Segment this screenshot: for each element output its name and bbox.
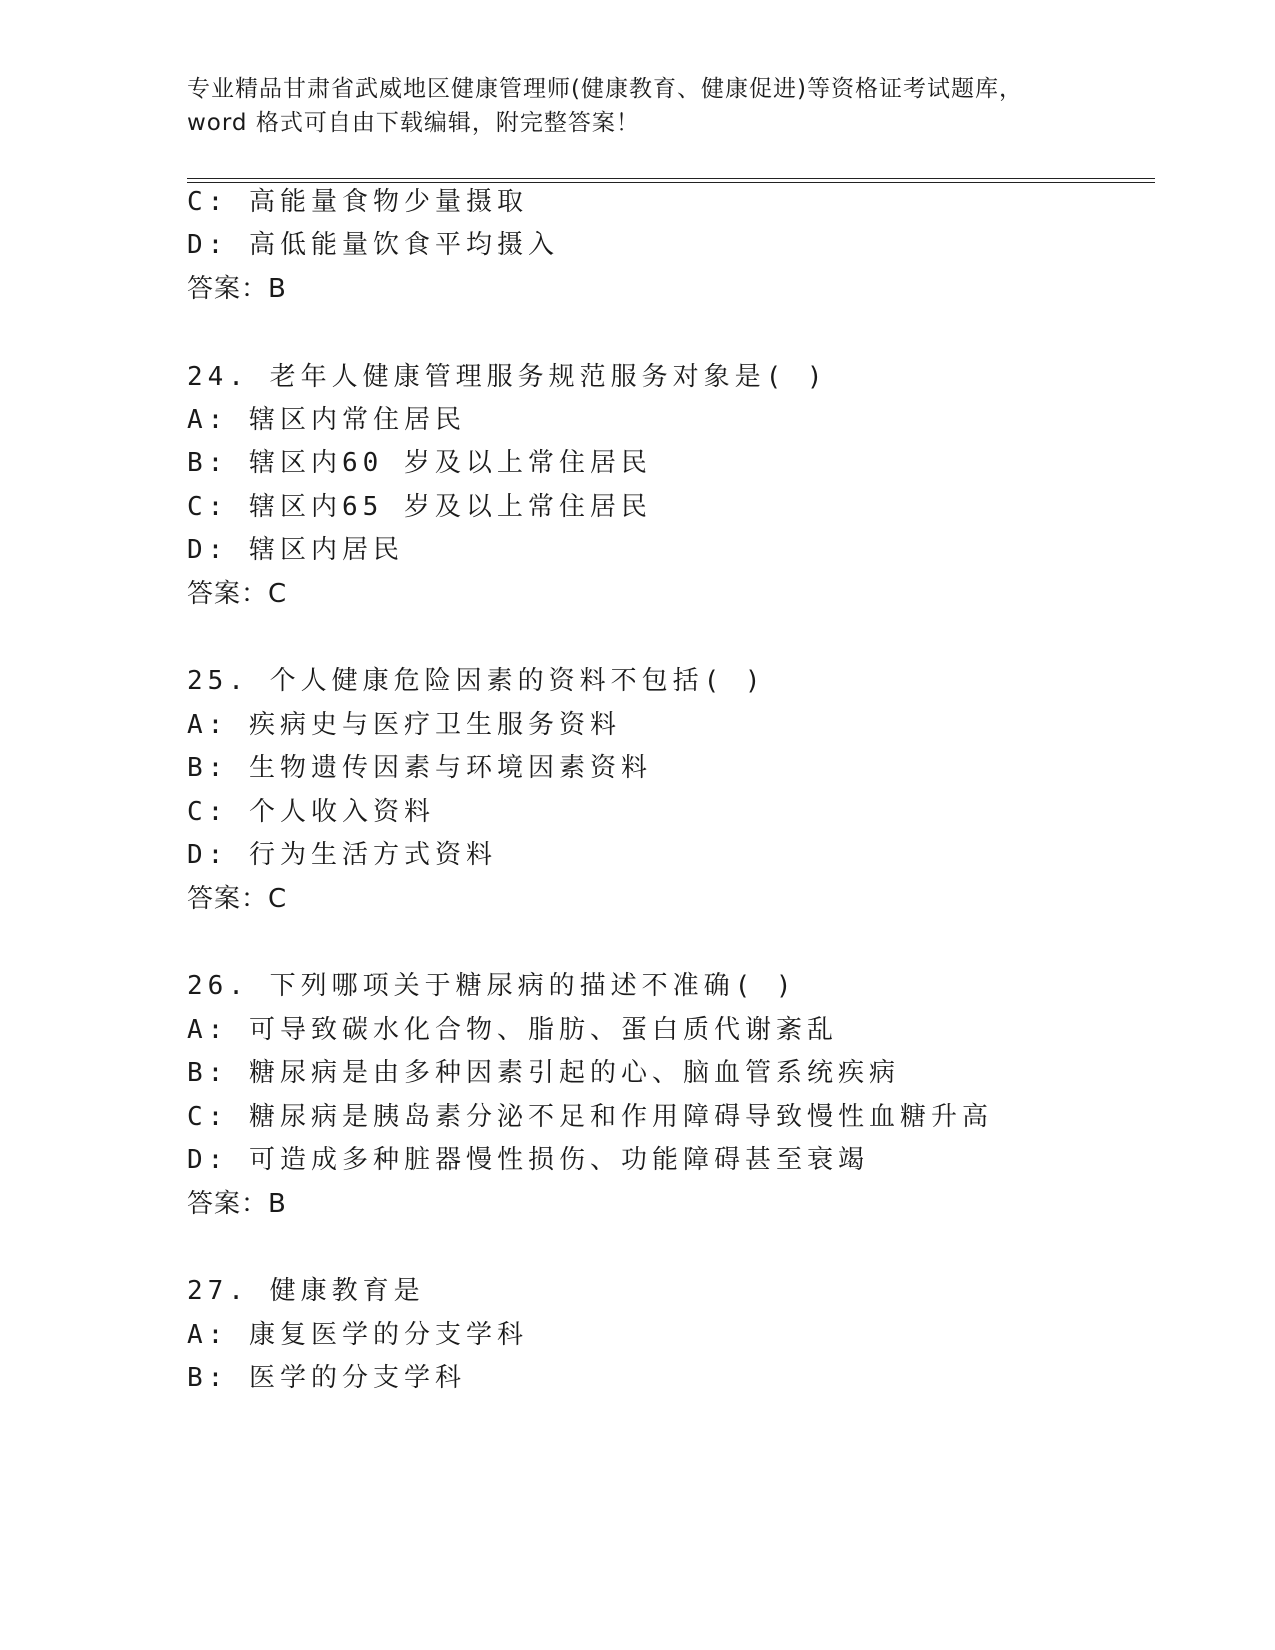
q26-option-b: B: 糖尿病是由多种因素引起的心、脑血管系统疾病 (187, 1058, 900, 1088)
q27-option-a: A: 康复医学的分支学科 (187, 1320, 528, 1350)
q24-option-b: B: 辖区内60 岁及以上常住居民 (187, 448, 652, 478)
q24-option-c: C: 辖区内65 岁及以上常住居民 (187, 492, 652, 522)
header-title-line-1: 专业精品甘肃省武威地区健康管理师(健康教育、健康促进)等资格证考试题库， (187, 76, 1023, 102)
q26-option-c: C: 糖尿病是胰岛素分泌不足和作用障碍导致慢性血糖升高 (187, 1102, 993, 1132)
q24-stem: 24. 老年人健康管理服务规范服务对象是( ) (187, 362, 828, 392)
document-page (187, 0, 1157, 1650)
document-header (187, 72, 1067, 140)
q23-answer: 答案：B (187, 274, 287, 304)
q24-option-d: D: 辖区内居民 (187, 535, 404, 565)
q24-answer: 答案：C (187, 579, 288, 609)
q25-stem: 25. 个人健康危险因素的资料不包括( ) (187, 666, 766, 696)
q27-stem: 27. 健康教育是 (187, 1276, 425, 1306)
q25-option-a: A: 疾病史与医疗卫生服务资料 (187, 710, 621, 740)
q26-stem: 26. 下列哪项关于糖尿病的描述不准确( ) (187, 971, 797, 1001)
q27-option-b: B: 医学的分支学科 (187, 1363, 466, 1393)
q25-option-b: B: 生物遗传因素与环境因素资料 (187, 753, 652, 783)
header-title-line-2: word 格式可自由下载编辑，附完整答案！ (187, 110, 640, 136)
q23-option-c: C: 高能量食物少量摄取 (187, 187, 528, 217)
header-divider (187, 178, 1155, 183)
q25-option-d: D: 行为生活方式资料 (187, 840, 497, 870)
q25-option-c: C: 个人收入资料 (187, 797, 435, 827)
q26-option-a: A: 可导致碳水化合物、脂肪、蛋白质代谢紊乱 (187, 1015, 838, 1045)
q26-answer: 答案：B (187, 1189, 287, 1219)
q23-option-d: D: 高低能量饮食平均摄入 (187, 230, 559, 260)
q25-answer: 答案：C (187, 884, 288, 914)
q24-option-a: A: 辖区内常住居民 (187, 405, 466, 435)
q26-option-d: D: 可造成多种脏器慢性损伤、功能障碍甚至衰竭 (187, 1145, 869, 1175)
